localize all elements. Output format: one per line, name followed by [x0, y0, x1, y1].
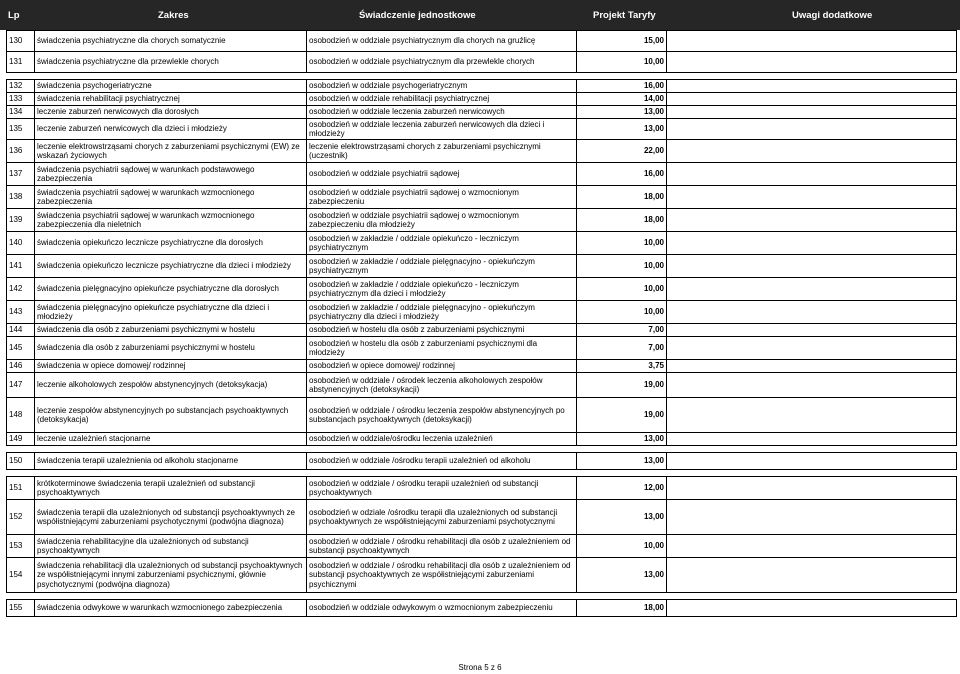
page-footer: Strona 5 z 6 [458, 663, 502, 672]
price-cell: 13,00 [577, 433, 667, 446]
header-projekt-taryfy: Projekt Taryfy [593, 10, 656, 21]
zakres-cell: świadczenia opiekuńczo lecznicze psychiatryczne dla dorosłych [35, 232, 307, 255]
lp-cell: 154 [7, 558, 35, 593]
price-cell: 7,00 [577, 337, 667, 360]
swiadczenie-cell: osobodzień w oddziale leczenia zaburzeń nerwicowych [307, 106, 577, 119]
swiadczenie-cell: osobodzień w oddziale psychiatrycznym dla przewlekle chorych [307, 52, 577, 73]
zakres-cell: świadczenia rehabilitacji psychiatrycznej [35, 93, 307, 106]
swiadczenie-cell: osobodzień w zakładzie / oddziale pielęgnacyjno - opiekuńczym psychiatrycznym [307, 255, 577, 278]
lp-cell: 155 [7, 600, 35, 617]
uwagi-cell [667, 31, 957, 52]
uwagi-cell [667, 433, 957, 446]
price-cell: 7,00 [577, 324, 667, 337]
lp-cell: 151 [7, 477, 35, 500]
uwagi-cell [667, 558, 957, 593]
uwagi-cell [667, 278, 957, 301]
swiadczenie-cell: osobodzień w oddziale psychiatrii sądowej o wzmocnionym zabezpieczeniu [307, 186, 577, 209]
uwagi-cell [667, 52, 957, 73]
price-cell: 19,00 [577, 398, 667, 433]
zakres-cell: leczenie zespołów abstynencyjnych po substancjach psychoaktywnych (detoksykacja) [35, 398, 307, 433]
lp-cell: 135 [7, 119, 35, 140]
zakres-cell: świadczenia opiekuńczo lecznicze psychiatryczne dla dzieci i młodzieży [35, 255, 307, 278]
lp-cell: 149 [7, 433, 35, 446]
spacer-row [7, 446, 957, 453]
spacer-cell [7, 446, 957, 453]
swiadczenie-cell: leczenie elektrowstrząsami chorych z zaburzeniami psychicznymi (uczestnik) [307, 140, 577, 163]
lp-cell: 139 [7, 209, 35, 232]
price-cell: 13,00 [577, 500, 667, 535]
zakres-cell: leczenie zaburzeń nerwicowych dla dorosłych [35, 106, 307, 119]
uwagi-cell [667, 232, 957, 255]
tariff-table [6, 30, 957, 617]
swiadczenie-cell: osobodzień w oddziale / ośrodku leczenia zespołów abstynencyjnych po substancjach psychoaktywnych (detoksykacji) [307, 398, 577, 433]
zakres-cell: świadczenia odwykowe w warunkach wzmocnionego zabezpieczenia [35, 600, 307, 617]
price-cell: 15,00 [577, 31, 667, 52]
table-row [7, 106, 957, 119]
header-lp: Lp [8, 10, 20, 21]
lp-cell: 136 [7, 140, 35, 163]
price-cell: 14,00 [577, 93, 667, 106]
zakres-cell: świadczenia psychiatrii sądowej w warunkach wzmocnionego zabezpieczenia [35, 186, 307, 209]
swiadczenie-cell: osobodzień w hostelu dla osób z zaburzeniami psychicznymi [307, 324, 577, 337]
price-cell: 10,00 [577, 301, 667, 324]
price-cell: 13,00 [577, 106, 667, 119]
table-row [7, 398, 957, 433]
uwagi-cell [667, 93, 957, 106]
price-cell: 18,00 [577, 600, 667, 617]
table-row [7, 209, 957, 232]
swiadczenie-cell: osobodzień w oddziale psychiatrii sądowej o wzmocnionym zabezpieczeniu dla młodzieży [307, 209, 577, 232]
price-cell: 10,00 [577, 52, 667, 73]
lp-cell: 140 [7, 232, 35, 255]
table-row [7, 93, 957, 106]
zakres-cell: świadczenia terapii uzależnienia od alkoholu stacjonarne [35, 453, 307, 470]
swiadczenie-cell: osobodzień w opiece domowej/ rodzinnej [307, 360, 577, 373]
table-row [7, 453, 957, 470]
lp-cell: 145 [7, 337, 35, 360]
uwagi-cell [667, 477, 957, 500]
uwagi-cell [667, 163, 957, 186]
spacer-cell [7, 470, 957, 477]
swiadczenie-cell: osobodzień w hostelu dla osób z zaburzeniami psychicznymi dla młodzieży [307, 337, 577, 360]
uwagi-cell [667, 337, 957, 360]
zakres-cell: leczenie alkoholowych zespołów abstynencyjnych (detoksykacja) [35, 373, 307, 398]
table-row [7, 186, 957, 209]
zakres-cell: leczenie elektrowstrząsami chorych z zaburzeniami psychicznymi (EW) ze wskazań życiowych [35, 140, 307, 163]
table-row [7, 301, 957, 324]
price-cell: 19,00 [577, 373, 667, 398]
uwagi-cell [667, 255, 957, 278]
zakres-cell: świadczenia psychiatryczne dla przewlekle chorych [35, 52, 307, 73]
lp-cell: 138 [7, 186, 35, 209]
swiadczenie-cell: osobodzień w zakładzie / oddziale opiekuńczo - leczniczym psychiatrycznym dla dzieci i młodzieży [307, 278, 577, 301]
table-row [7, 255, 957, 278]
table-row [7, 140, 957, 163]
zakres-cell: krótkoterminowe świadczenia terapii uzależnień od substancji psychoaktywnych [35, 477, 307, 500]
swiadczenie-cell: osobodzień w oddziale/ośrodku leczenia uzależnień [307, 433, 577, 446]
uwagi-cell [667, 209, 957, 232]
table-row [7, 163, 957, 186]
swiadczenie-cell: osobodzień w oddziale leczenia zaburzeń nerwicowych dla dzieci i młodzieży [307, 119, 577, 140]
tariff-table-body [7, 31, 957, 617]
price-cell: 18,00 [577, 186, 667, 209]
uwagi-cell [667, 324, 957, 337]
lp-cell: 146 [7, 360, 35, 373]
swiadczenie-cell: osobodzień w zakładzie / oddziale opiekuńczo - leczniczym psychiatrycznym [307, 232, 577, 255]
price-cell: 16,00 [577, 163, 667, 186]
zakres-cell: leczenie uzależnień stacjonarne [35, 433, 307, 446]
header-zakres: Zakres [158, 10, 189, 21]
swiadczenie-cell: osobodzień w odziale /ośrodku terapii dla uzależnionych od substancji psychoaktywnych ze współistniejącymi zaburzeniami psychotycznymi [307, 500, 577, 535]
lp-cell: 137 [7, 163, 35, 186]
uwagi-cell [667, 119, 957, 140]
table-row [7, 324, 957, 337]
zakres-cell: świadczenia psychiatrii sądowej w warunkach podstawowego zabezpieczenia [35, 163, 307, 186]
price-cell: 18,00 [577, 209, 667, 232]
lp-cell: 130 [7, 31, 35, 52]
price-cell: 10,00 [577, 278, 667, 301]
zakres-cell: świadczenia psychiatrii sądowej w warunkach wzmocnionego zabezpieczenia dla nieletnich [35, 209, 307, 232]
swiadczenie-cell: osobodzień w zakładzie / oddziale pielęgnacyjno - opiekuńczym psychiatryczny dla dzieci i młodzieży [307, 301, 577, 324]
price-cell: 10,00 [577, 255, 667, 278]
price-cell: 10,00 [577, 232, 667, 255]
swiadczenie-cell: osobodzień w oddziale / ośrodek leczenia alkoholowych zespołów abstynencyjnych (detoksykacji) [307, 373, 577, 398]
uwagi-cell [667, 500, 957, 535]
lp-cell: 152 [7, 500, 35, 535]
price-cell: 16,00 [577, 80, 667, 93]
price-cell: 10,00 [577, 535, 667, 558]
uwagi-cell [667, 600, 957, 617]
spacer-row [7, 73, 957, 80]
swiadczenie-cell: osobodzień w oddziale /ośrodku terapii uzależnień od alkoholu [307, 453, 577, 470]
zakres-cell: świadczenia psychogeriatryczne [35, 80, 307, 93]
spacer-cell [7, 73, 957, 80]
swiadczenie-cell: osobodzień w oddziale psychiatrii sądowej [307, 163, 577, 186]
zakres-cell: świadczenia pielęgnacyjno opiekuńcze psychiatryczne dla dzieci i młodzieży [35, 301, 307, 324]
header-uwagi: Uwagi dodatkowe [792, 10, 873, 21]
table-row [7, 337, 957, 360]
uwagi-cell [667, 140, 957, 163]
uwagi-cell [667, 535, 957, 558]
uwagi-cell [667, 373, 957, 398]
lp-cell: 143 [7, 301, 35, 324]
table-row [7, 31, 957, 52]
table-row [7, 535, 957, 558]
zakres-cell: świadczenia pielęgnacyjno opiekuńcze psychiatryczne dla dorosłych [35, 278, 307, 301]
uwagi-cell [667, 453, 957, 470]
swiadczenie-cell: osobodzień w oddziale psychiatrycznym dla chorych na gruźlicę [307, 31, 577, 52]
table-row [7, 278, 957, 301]
lp-cell: 141 [7, 255, 35, 278]
table-header [0, 0, 960, 30]
table-row [7, 558, 957, 593]
price-cell: 3,75 [577, 360, 667, 373]
lp-cell: 150 [7, 453, 35, 470]
table-row [7, 433, 957, 446]
zakres-cell: świadczenia dla osób z zaburzeniami psychicznymi w hostelu [35, 324, 307, 337]
lp-cell: 147 [7, 373, 35, 398]
price-cell: 22,00 [577, 140, 667, 163]
swiadczenie-cell: osobodzień w oddziale odwykowym o wzmocnionym zabezpieczeniu [307, 600, 577, 617]
zakres-cell: leczenie zaburzeń nerwicowych dla dzieci i młodzieży [35, 119, 307, 140]
spacer-row [7, 470, 957, 477]
spacer-cell [7, 593, 957, 600]
swiadczenie-cell: osobodzień w oddziale / ośrodku terapii uzależnień od substancji psychoaktywnych [307, 477, 577, 500]
lp-cell: 134 [7, 106, 35, 119]
uwagi-cell [667, 106, 957, 119]
table-row [7, 119, 957, 140]
uwagi-cell [667, 186, 957, 209]
table-row [7, 600, 957, 617]
table-row [7, 500, 957, 535]
swiadczenie-cell: osobodzień w oddziale psychogeriatrycznym [307, 80, 577, 93]
swiadczenie-cell: osobodzień w oddziale rehabilitacji psychiatrycznej [307, 93, 577, 106]
header-swiadczenie: Świadczenie jednostkowe [359, 10, 476, 21]
spacer-row [7, 593, 957, 600]
lp-cell: 133 [7, 93, 35, 106]
lp-cell: 131 [7, 52, 35, 73]
uwagi-cell [667, 360, 957, 373]
table-row [7, 373, 957, 398]
lp-cell: 153 [7, 535, 35, 558]
table-row [7, 232, 957, 255]
price-cell: 13,00 [577, 119, 667, 140]
table-row [7, 477, 957, 500]
lp-cell: 144 [7, 324, 35, 337]
zakres-cell: świadczenia terapii dla uzależnionych od substancji psychoaktywnych ze współistniejącymi zaburzeniami psychotycznymi (podwójna diagnoza) [35, 500, 307, 535]
zakres-cell: świadczenia w opiece domowej/ rodzinnej [35, 360, 307, 373]
uwagi-cell [667, 301, 957, 324]
zakres-cell: świadczenia dla osób z zaburzeniami psychicznymi w hostelu [35, 337, 307, 360]
zakres-cell: świadczenia rehabilitacji dla uzależnionych od substancji psychoaktywnych ze współistniejącymi innymi zaburzeniami psychicznymi, głównie psychotycznymi (podwójna diagnoza) [35, 558, 307, 593]
lp-cell: 148 [7, 398, 35, 433]
uwagi-cell [667, 398, 957, 433]
zakres-cell: świadczenia rehabilitacyjne dla uzależnionych od substancji psychoaktywnych [35, 535, 307, 558]
price-cell: 13,00 [577, 453, 667, 470]
swiadczenie-cell: osobodzień w oddziale / ośrodku rehabilitacji dla osób z uzależnieniem od substancji psychoaktywnych [307, 535, 577, 558]
table-row [7, 360, 957, 373]
lp-cell: 132 [7, 80, 35, 93]
table-row [7, 52, 957, 73]
swiadczenie-cell: osobodzień w oddziale / ośrodku rehabilitacji dla osób z uzależnieniem od substancji psychoaktywnych ze współistniejącymi zaburzeniami psychicznymi [307, 558, 577, 593]
uwagi-cell [667, 80, 957, 93]
lp-cell: 142 [7, 278, 35, 301]
table-row [7, 80, 957, 93]
price-cell: 12,00 [577, 477, 667, 500]
price-cell: 13,00 [577, 558, 667, 593]
zakres-cell: świadczenia psychiatryczne dla chorych somatycznie [35, 31, 307, 52]
